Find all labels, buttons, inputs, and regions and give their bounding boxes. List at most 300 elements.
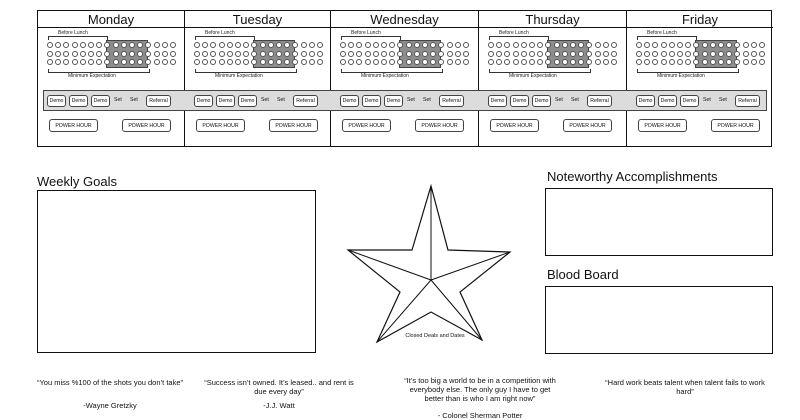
call-bubble[interactable] [194, 42, 200, 48]
call-bubble[interactable] [463, 59, 469, 65]
call-bubble[interactable] [751, 59, 757, 65]
call-bubble[interactable] [570, 59, 576, 65]
call-bubble[interactable] [414, 51, 420, 57]
before-lunch-label: Before Lunch [647, 30, 677, 36]
call-bubble[interactable] [554, 42, 560, 48]
call-bubble[interactable] [537, 51, 543, 57]
before-lunch-bracket [48, 36, 108, 40]
call-bubble[interactable] [210, 51, 216, 57]
call-bubble[interactable] [611, 42, 617, 48]
call-bubble[interactable] [260, 51, 266, 57]
demo-button[interactable]: Demo [636, 95, 655, 107]
call-bubble[interactable] [570, 42, 576, 48]
call-bubble[interactable] [63, 59, 69, 65]
call-bubble[interactable] [504, 42, 510, 48]
call-bubble[interactable] [759, 59, 765, 65]
call-bubble[interactable] [162, 42, 168, 48]
call-bubble[interactable] [422, 42, 428, 48]
power-hour-button[interactable]: POWER HOUR [196, 119, 245, 132]
call-bubble[interactable] [340, 51, 346, 57]
star-divider-lines [348, 186, 510, 342]
call-bubble[interactable] [685, 42, 691, 48]
call-bubble[interactable] [677, 51, 683, 57]
minimum-expectation-label: Minimum Expectation [215, 73, 263, 79]
power-hour-button[interactable]: POWER HOUR [563, 119, 612, 132]
noteworthy-box[interactable] [545, 188, 773, 256]
set-button[interactable]: Set [555, 96, 563, 103]
day-column [185, 11, 331, 146]
demo-button[interactable]: Demo [532, 95, 551, 107]
call-bubble[interactable] [496, 51, 502, 57]
call-bubble[interactable] [72, 59, 78, 65]
call-bubble[interactable] [496, 42, 502, 48]
call-bubble[interactable] [611, 51, 617, 57]
call-bubble[interactable] [463, 42, 469, 48]
before-lunch-label: Before Lunch [351, 30, 381, 36]
call-bubble[interactable] [235, 42, 241, 48]
call-bubble[interactable] [644, 42, 650, 48]
call-bubble[interactable] [455, 59, 461, 65]
call-bubble[interactable] [268, 59, 274, 65]
set-button[interactable]: Set [261, 96, 269, 103]
power-hour-button[interactable]: POWER HOUR [638, 119, 687, 132]
call-bubble[interactable] [260, 42, 266, 48]
call-bubble[interactable] [80, 51, 86, 57]
call-bubble[interactable] [529, 42, 535, 48]
call-bubble[interactable] [595, 59, 601, 65]
call-bubble[interactable] [235, 59, 241, 65]
call-bubble[interactable] [113, 51, 119, 57]
quote-author: - Colonel Sherman Potter [437, 411, 523, 420]
call-bubble[interactable] [751, 51, 757, 57]
call-bubble[interactable] [414, 59, 420, 65]
referral-button[interactable]: Referral [735, 95, 760, 107]
before-lunch-bracket [489, 36, 549, 40]
call-bubble[interactable] [537, 59, 543, 65]
weekly-goals-box[interactable] [37, 190, 316, 353]
call-bubble[interactable] [455, 51, 461, 57]
call-bubble[interactable] [145, 59, 151, 65]
call-bubble[interactable] [63, 51, 69, 57]
minimum-expectation-label: Minimum Expectation [657, 73, 705, 79]
demo-button[interactable]: Demo [362, 95, 381, 107]
call-bubble[interactable] [537, 42, 543, 48]
call-bubble[interactable] [636, 59, 642, 65]
power-hour-button[interactable]: POWER HOUR [49, 119, 98, 132]
call-bubble[interactable] [595, 42, 601, 48]
call-bubble[interactable] [227, 51, 233, 57]
call-bubble[interactable] [162, 51, 168, 57]
call-bubble[interactable] [513, 42, 519, 48]
before-lunch-label: Before Lunch [58, 30, 88, 36]
before-lunch-label: Before Lunch [499, 30, 529, 36]
call-bubble[interactable] [47, 42, 53, 48]
call-bubble[interactable] [743, 59, 749, 65]
call-bubble[interactable] [154, 51, 160, 57]
set-button[interactable]: Set [719, 96, 727, 103]
call-bubble[interactable] [121, 42, 127, 48]
demo-button[interactable]: Demo [194, 95, 213, 107]
call-bubble[interactable] [586, 51, 592, 57]
call-bubble[interactable] [260, 59, 266, 65]
call-bubble[interactable] [381, 51, 387, 57]
before-lunch-label: Before Lunch [205, 30, 235, 36]
call-bubble[interactable] [595, 51, 601, 57]
call-bubble[interactable] [751, 42, 757, 48]
call-bubble[interactable] [702, 51, 708, 57]
call-bubble[interactable] [661, 51, 667, 57]
call-bubble[interactable] [121, 59, 127, 65]
call-bubble[interactable] [562, 42, 568, 48]
call-bubble[interactable] [145, 42, 151, 48]
call-bubble[interactable] [438, 42, 444, 48]
demo-button[interactable]: Demo [488, 95, 507, 107]
call-bubble[interactable] [463, 51, 469, 57]
call-bubble[interactable] [154, 59, 160, 65]
call-bubble[interactable] [219, 51, 225, 57]
call-bubble[interactable] [162, 59, 168, 65]
call-bubble[interactable] [356, 59, 362, 65]
quote-author: -Wayne Gretzky [83, 401, 137, 410]
call-bubble[interactable] [422, 51, 428, 57]
quote-text: “It’s too big a world to be in a competition with everybody else. The only guy I have to get better than is who I am right now” [404, 376, 556, 403]
call-bubble[interactable] [129, 51, 135, 57]
demo-button[interactable]: Demo [658, 95, 677, 107]
call-bubble[interactable] [365, 51, 371, 57]
call-bubble[interactable] [251, 51, 257, 57]
set-button[interactable]: Set [423, 96, 431, 103]
demo-button[interactable]: Demo [216, 95, 235, 107]
call-bubble[interactable] [759, 51, 765, 57]
call-bubble[interactable] [72, 42, 78, 48]
set-button[interactable]: Set [571, 96, 579, 103]
call-bubble[interactable] [96, 59, 102, 65]
call-bubble[interactable] [636, 51, 642, 57]
call-bubble[interactable] [521, 51, 527, 57]
call-bubble[interactable] [397, 51, 403, 57]
call-bubble[interactable] [422, 59, 428, 65]
call-bubble[interactable] [661, 59, 667, 65]
call-bubble[interactable] [529, 59, 535, 65]
call-bubble[interactable] [276, 59, 282, 65]
call-bubble[interactable] [669, 51, 675, 57]
set-button[interactable]: Set [114, 96, 122, 103]
demo-button[interactable]: Demo [510, 95, 529, 107]
quote-text: “Success isn’t owned. It’s leased.. and rent is due every day” [204, 378, 354, 396]
call-bubble[interactable] [759, 42, 765, 48]
call-bubble[interactable] [702, 59, 708, 65]
weekly-goals-heading: Weekly Goals [37, 174, 117, 189]
call-bubble[interactable] [447, 51, 453, 57]
call-bubble[interactable] [496, 59, 502, 65]
before-lunch-bracket [195, 36, 255, 40]
call-bubble[interactable] [677, 42, 683, 48]
call-bubble[interactable] [243, 51, 249, 57]
call-bubble[interactable] [202, 42, 208, 48]
demo-button[interactable]: Demo [384, 95, 403, 107]
call-bubble[interactable] [406, 51, 412, 57]
call-bubble[interactable] [406, 42, 412, 48]
call-bubble[interactable] [340, 42, 346, 48]
call-bubble[interactable] [734, 51, 740, 57]
call-bubble[interactable] [447, 42, 453, 48]
call-bubble[interactable] [365, 59, 371, 65]
call-bubble[interactable] [562, 51, 568, 57]
call-bubble[interactable] [570, 51, 576, 57]
call-bubble[interactable] [578, 51, 584, 57]
day-name: Thursday [479, 11, 626, 28]
call-bubble[interactable] [710, 51, 716, 57]
daily-tracker-grid [37, 10, 772, 147]
call-bubble[interactable] [309, 59, 315, 65]
call-bubble[interactable] [554, 51, 560, 57]
call-bubble[interactable] [194, 59, 200, 65]
call-bubble[interactable] [348, 51, 354, 57]
call-bubble[interactable] [317, 42, 323, 48]
call-bubble[interactable] [63, 42, 69, 48]
call-bubble[interactable] [718, 59, 724, 65]
call-bubble[interactable] [145, 51, 151, 57]
quote-author: -J.J. Watt [263, 401, 295, 410]
call-bubble[interactable] [55, 59, 61, 65]
referral-button[interactable]: Referral [146, 95, 171, 107]
call-bubble[interactable] [586, 59, 592, 65]
call-bubble[interactable] [603, 42, 609, 48]
demo-button[interactable]: Demo [47, 95, 66, 107]
call-bubble[interactable] [636, 42, 642, 48]
demo-button[interactable]: Demo [238, 95, 257, 107]
day-column [38, 11, 185, 146]
call-bubble[interactable] [301, 42, 307, 48]
call-bubble[interactable] [644, 59, 650, 65]
call-bubble[interactable] [227, 42, 233, 48]
call-bubble[interactable] [113, 42, 119, 48]
call-bubble[interactable] [373, 42, 379, 48]
call-bubble[interactable] [80, 59, 86, 65]
call-bubble[interactable] [243, 42, 249, 48]
set-button[interactable]: Set [407, 96, 415, 103]
call-bubble[interactable] [669, 42, 675, 48]
call-bubble[interactable] [603, 51, 609, 57]
call-bubble[interactable] [80, 42, 86, 48]
call-bubble[interactable] [88, 59, 94, 65]
call-bubble[interactable] [170, 59, 176, 65]
call-bubble[interactable] [438, 51, 444, 57]
call-bubble[interactable] [447, 59, 453, 65]
call-bubble[interactable] [521, 59, 527, 65]
call-bubble[interactable] [718, 51, 724, 57]
noteworthy-heading: Noteworthy Accomplishments [547, 169, 718, 184]
call-bubble[interactable] [356, 42, 362, 48]
referral-button[interactable]: Referral [587, 95, 612, 107]
call-bubble[interactable] [373, 51, 379, 57]
call-bubble[interactable] [488, 51, 494, 57]
call-bubble[interactable] [227, 59, 233, 65]
call-bubble[interactable] [96, 42, 102, 48]
call-bubble[interactable] [121, 51, 127, 57]
call-bubble[interactable] [243, 59, 249, 65]
day-name: Wednesday [331, 11, 478, 28]
call-bubble[interactable] [309, 51, 315, 57]
call-bubble[interactable] [235, 51, 241, 57]
call-bubble[interactable] [202, 59, 208, 65]
call-bubble[interactable] [414, 42, 420, 48]
call-bubble[interactable] [301, 59, 307, 65]
demo-button[interactable]: Demo [91, 95, 110, 107]
call-bubble[interactable] [504, 51, 510, 57]
power-hour-button[interactable]: POWER HOUR [490, 119, 539, 132]
call-bubble[interactable] [47, 51, 53, 57]
call-bubble[interactable] [562, 59, 568, 65]
blood-board-box[interactable] [545, 286, 773, 354]
call-bubble[interactable] [292, 59, 298, 65]
call-bubble[interactable] [693, 51, 699, 57]
demo-button[interactable]: Demo [680, 95, 699, 107]
call-bubble[interactable] [317, 59, 323, 65]
call-bubble[interactable] [301, 51, 307, 57]
call-bubble[interactable] [47, 59, 53, 65]
call-bubble[interactable] [348, 59, 354, 65]
call-bubble[interactable] [276, 51, 282, 57]
call-bubble[interactable] [292, 51, 298, 57]
call-bubble[interactable] [340, 59, 346, 65]
call-bubble[interactable] [652, 42, 658, 48]
call-bubble[interactable] [88, 51, 94, 57]
minimum-expectation-label: Minimum Expectation [68, 73, 116, 79]
call-bubble[interactable] [545, 51, 551, 57]
call-bubble[interactable] [611, 59, 617, 65]
call-bubble[interactable] [268, 51, 274, 57]
call-bubble[interactable] [284, 51, 290, 57]
call-bubble[interactable] [268, 42, 274, 48]
call-bubble[interactable] [513, 51, 519, 57]
call-bubble[interactable] [348, 42, 354, 48]
call-bubble[interactable] [529, 51, 535, 57]
call-bubble[interactable] [734, 42, 740, 48]
call-bubble[interactable] [554, 59, 560, 65]
call-bubble[interactable] [210, 42, 216, 48]
call-bubble[interactable] [356, 51, 362, 57]
call-bubble[interactable] [381, 59, 387, 65]
call-bubble[interactable] [373, 59, 379, 65]
call-bubble[interactable] [488, 42, 494, 48]
call-bubble[interactable] [677, 59, 683, 65]
set-button[interactable]: Set [130, 96, 138, 103]
call-bubble[interactable] [137, 51, 143, 57]
call-bubble[interactable] [154, 42, 160, 48]
set-button[interactable]: Set [703, 96, 711, 103]
call-bubble[interactable] [129, 42, 135, 48]
day-column [627, 11, 773, 146]
call-bubble[interactable] [702, 42, 708, 48]
call-bubble[interactable] [513, 59, 519, 65]
set-button[interactable]: Set [277, 96, 285, 103]
star-shape [340, 180, 520, 350]
call-bubble[interactable] [55, 51, 61, 57]
call-bubble[interactable] [718, 42, 724, 48]
call-bubble[interactable] [292, 42, 298, 48]
call-bubble[interactable] [652, 59, 658, 65]
call-bubble[interactable] [317, 51, 323, 57]
call-bubble[interactable] [455, 42, 461, 48]
call-bubble[interactable] [210, 59, 216, 65]
call-bubble[interactable] [430, 51, 436, 57]
activity-bar [43, 90, 767, 111]
power-hour-button[interactable]: POWER HOUR [711, 119, 760, 132]
call-bubble[interactable] [365, 42, 371, 48]
call-bubble[interactable] [661, 42, 667, 48]
day-name: Monday [38, 11, 184, 28]
call-bubble[interactable] [406, 59, 412, 65]
call-bubble[interactable] [603, 59, 609, 65]
call-bubble[interactable] [726, 51, 732, 57]
call-bubble[interactable] [685, 59, 691, 65]
call-bubble[interactable] [743, 42, 749, 48]
call-bubble[interactable] [276, 42, 282, 48]
referral-button[interactable]: Referral [439, 95, 464, 107]
call-bubble[interactable] [309, 42, 315, 48]
call-bubble[interactable] [710, 42, 716, 48]
before-lunch-bracket [341, 36, 401, 40]
call-bubble[interactable] [710, 59, 716, 65]
call-bubble[interactable] [644, 51, 650, 57]
call-bubble[interactable] [129, 59, 135, 65]
call-bubble[interactable] [194, 51, 200, 57]
call-bubble[interactable] [743, 51, 749, 57]
minimum-expectation-label: Minimum Expectation [509, 73, 557, 79]
power-hour-button[interactable]: POWER HOUR [342, 119, 391, 132]
call-bubble[interactable] [381, 42, 387, 48]
call-bubble[interactable] [504, 59, 510, 65]
call-bubble[interactable] [685, 51, 691, 57]
demo-button[interactable]: Demo [340, 95, 359, 107]
day-name: Friday [627, 11, 773, 28]
day-column [479, 11, 627, 146]
power-hour-button[interactable]: POWER HOUR [269, 119, 318, 132]
call-bubble[interactable] [96, 51, 102, 57]
call-bubble[interactable] [88, 42, 94, 48]
call-bubble[interactable] [734, 59, 740, 65]
call-bubble[interactable] [389, 42, 395, 48]
call-bubble[interactable] [586, 42, 592, 48]
call-bubble[interactable] [488, 59, 494, 65]
call-bubble[interactable] [72, 51, 78, 57]
star-caption: Closed Deals and Dates [405, 333, 465, 339]
day-column [331, 11, 479, 146]
call-bubble[interactable] [55, 42, 61, 48]
call-bubble[interactable] [202, 51, 208, 57]
call-bubble[interactable] [652, 51, 658, 57]
demo-button[interactable]: Demo [69, 95, 88, 107]
quote-text: “You miss %100 of the shots you don’t take” [36, 378, 184, 387]
referral-button[interactable]: Referral [293, 95, 318, 107]
call-bubble[interactable] [219, 59, 225, 65]
call-bubble[interactable] [669, 59, 675, 65]
call-bubble[interactable] [104, 51, 110, 57]
call-bubble[interactable] [170, 51, 176, 57]
quote-text: “Hard work beats talent when talent fails to work hard” [605, 378, 765, 396]
call-bubble[interactable] [389, 59, 395, 65]
call-bubble[interactable] [113, 59, 119, 65]
call-bubble[interactable] [438, 59, 444, 65]
call-bubble[interactable] [170, 42, 176, 48]
call-bubble[interactable] [219, 42, 225, 48]
call-bubble[interactable] [389, 51, 395, 57]
minimum-expectation-label: Minimum Expectation [361, 73, 409, 79]
power-hour-button[interactable]: POWER HOUR [122, 119, 171, 132]
power-hour-button[interactable]: POWER HOUR [415, 119, 464, 132]
call-bubble[interactable] [521, 42, 527, 48]
